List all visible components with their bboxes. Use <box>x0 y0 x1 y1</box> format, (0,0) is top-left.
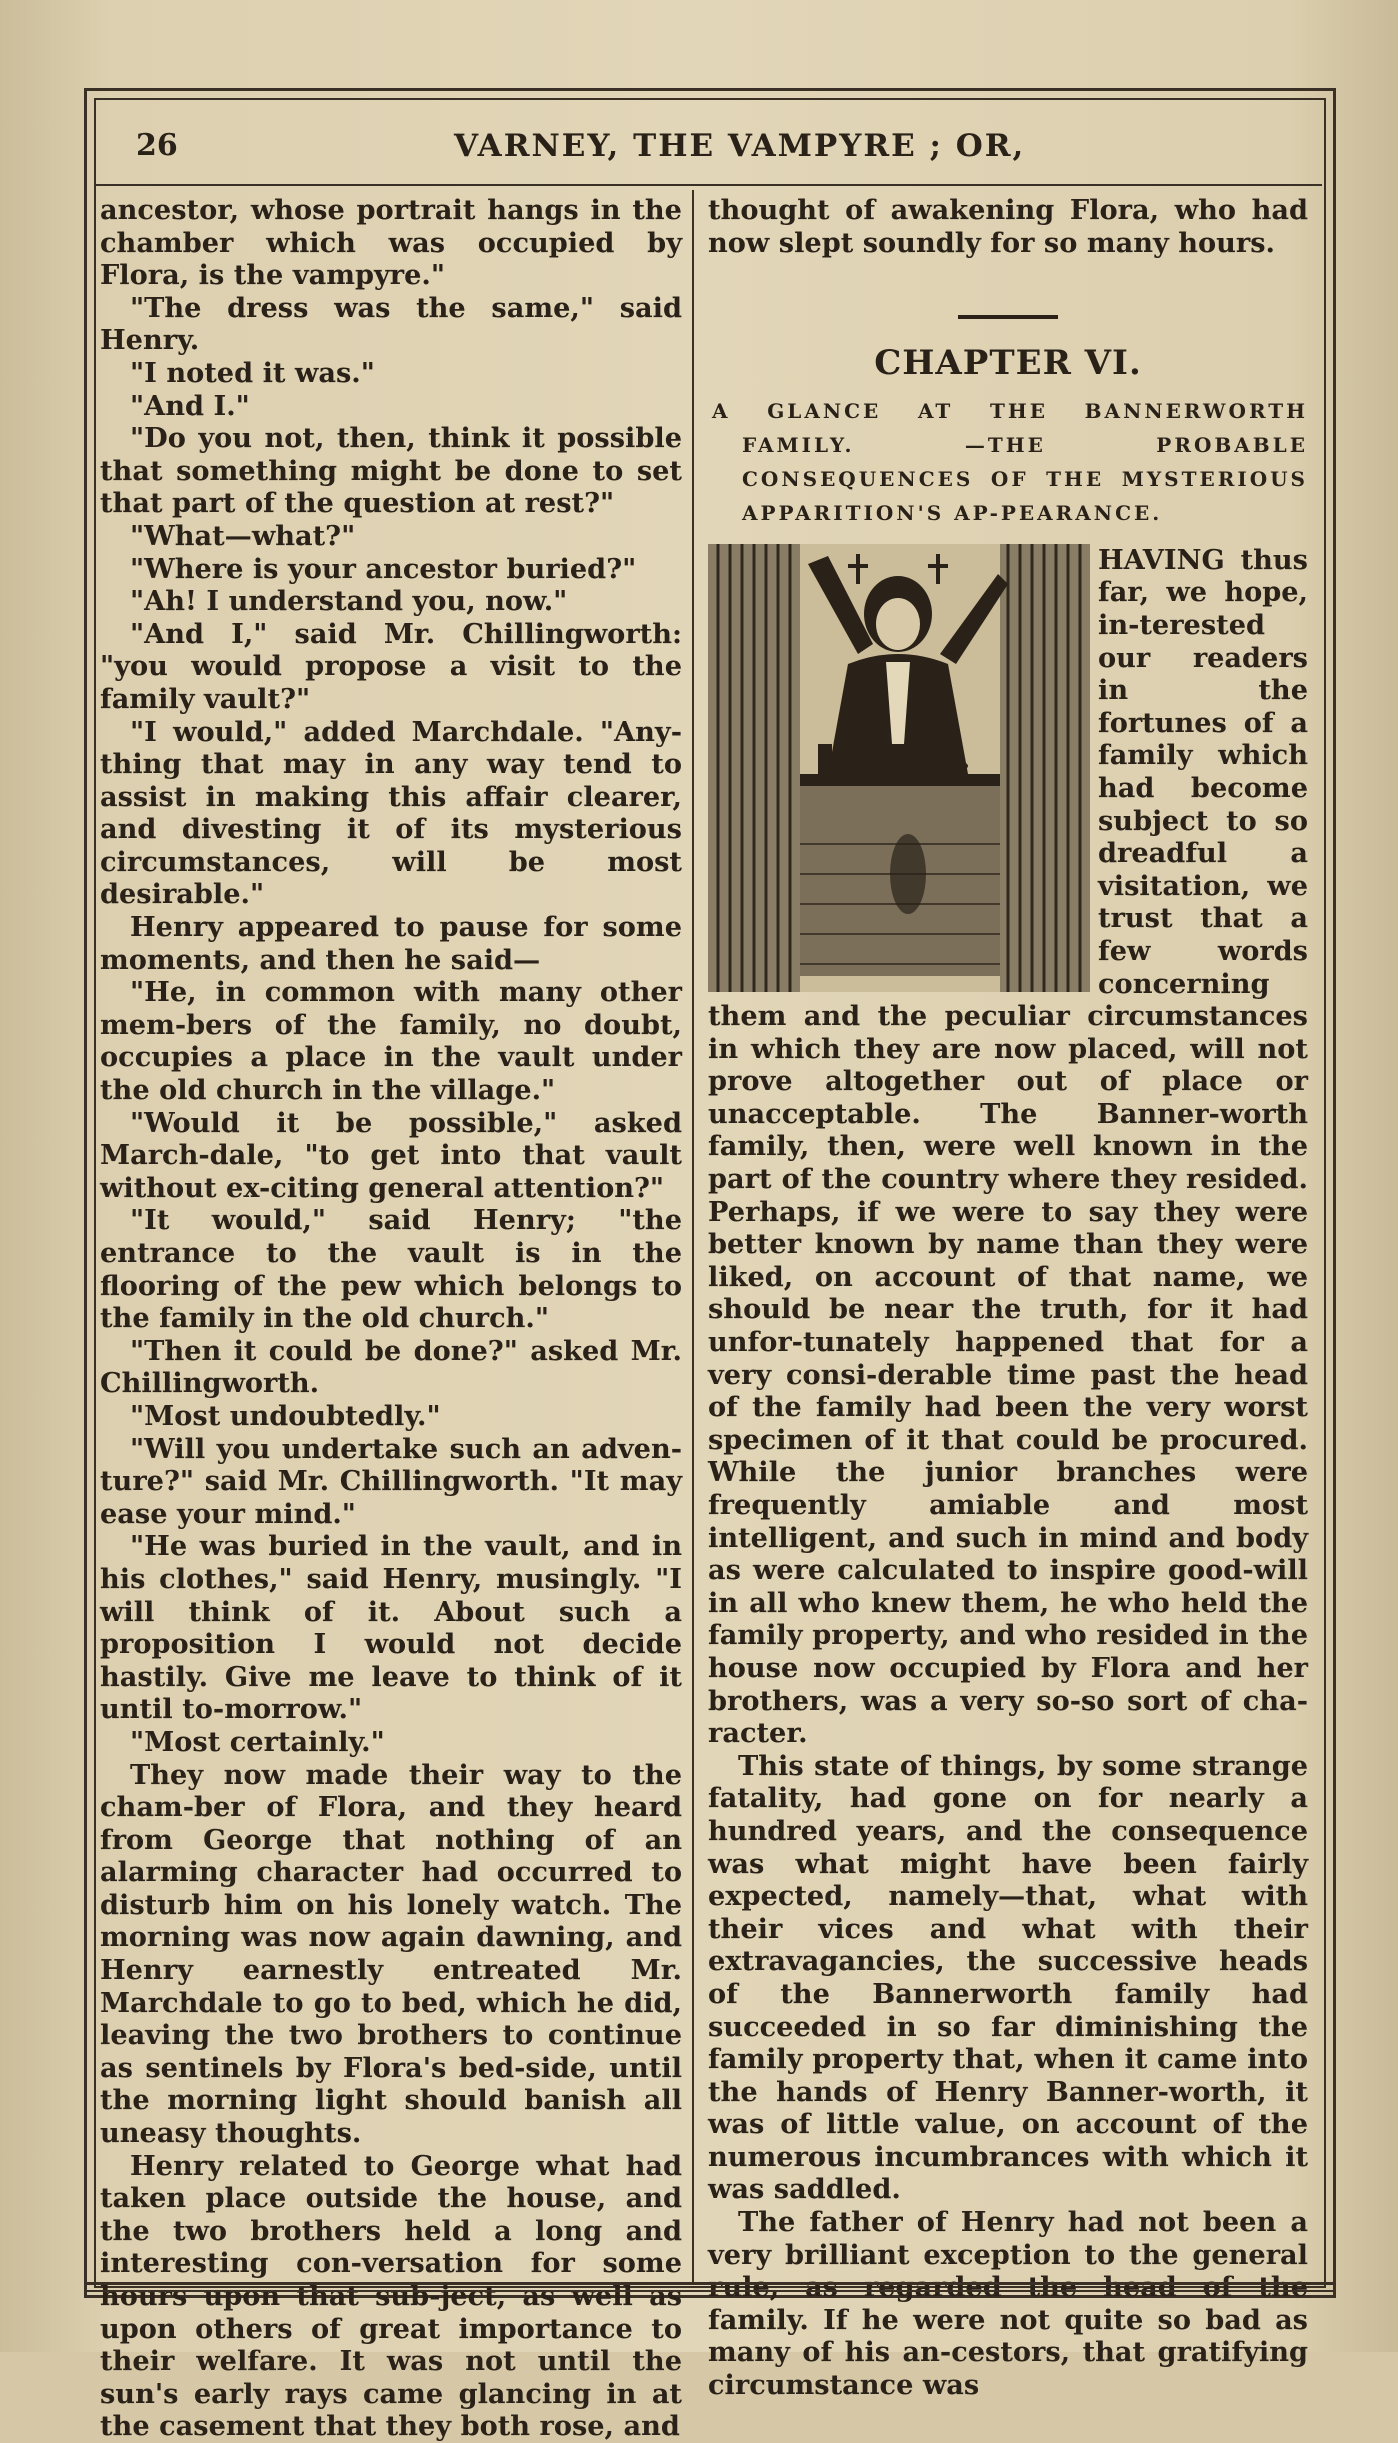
paragraph: "And I." <box>130 389 250 422</box>
chapter-opening-paragraph: HAVING thus far, we hope, in-terested our readers in the fortunes of a family which had become subject to so dreadful a visitation, we trust that a few words concerning them and the peculiar circumstances in which they are now placed, will not prove altogether out of place or unacceptable. The Banner-worth family, then, were well known in the part of the country where they resided. Perhaps, if we were to say they were better known by name than they were liked, on account of that name, we should be near the truth, for it had unfor-tunately happened that for a very consi-derable time past the head of the family had been the very worst specimen of it that could be procured. While the junior branches were frequently amiable and most intelligent, and such in mind and body as were calculated to inspire good-will in all who knew them, he who held the family property, and who resided in the house now occupied by Flora and her brothers, was a very so-so sort of cha-racter. <box>708 543 1308 1750</box>
paragraph: ancestor, whose portrait hangs in the chamber which was occupied by Flora, is the vampyre." <box>100 194 682 292</box>
paragraph: thought of awakening Flora, who had now slept soundly for so many hours. <box>708 194 1308 259</box>
paragraph: The father of Henry had not been a very brilliant exception to the general rule, as regarded the head of the family. If he were not quite so bad as many of his an-cestors, that gratifying circumstance was <box>708 2206 1308 2402</box>
paragraph: "What—what?" <box>130 519 356 552</box>
bottom-rule <box>84 2290 1336 2292</box>
left-column <box>100 194 682 2443</box>
paragraph: "I noted it was." <box>130 356 375 389</box>
page-number: 26 <box>136 128 178 163</box>
page-header <box>94 118 1326 178</box>
paragraph: "Then it could be done?" asked Mr. Chillingworth. <box>100 1334 682 1400</box>
paragraph: "Do you not, then, think it possible that something might be done to set that part of the question at rest?" <box>100 422 682 520</box>
paragraph: Henry related to George what had taken place outside the house, and the two brothers held a long and interesting con-versation for some hours upon that sub-ject, as well as upon others of great importance to their welfare. It was not until the sun's early rays came glancing in at the casement that they both rose, and <box>100 2149 682 2443</box>
paragraph: This state of things, by some strange fatality, had gone on for nearly a hundred years, and the consequence was what might have been fairly expected, namely—that, what with their vices and what with their extravagancies, the successive heads of the Bannerworth family had succeeded in so far diminishing the family property that, when it came into the hands of Henry Banner-worth, it was of little value, on account of the numerous incumbrances with which it was saddled. <box>708 1749 1308 2206</box>
chapter-synopsis: A GLANCE AT THE BANNERWORTH FAMILY. —THE PROBABLE CONSEQUENCES OF THE MYSTERIOUS APPARITION'S AP-PEARANCE. <box>712 398 1308 525</box>
chapter-rule <box>958 315 1058 319</box>
paragraph: "Will you undertake such an adven-ture?" said Mr. Chillingworth. "It may ease your mind." <box>100 1432 682 1530</box>
bottom-rule <box>84 2282 1336 2285</box>
paragraph: "Most undoubtedly." <box>130 1399 441 1432</box>
paragraph: "And I," said Mr. Chillingworth: "you would propose a visit to the family vault?" <box>100 617 682 715</box>
paragraph: They now made their way to the cham-ber of Flora, and they heard from George that nothing of an alarming character had occurred to disturb him on his lonely watch. The morning was now again dawning, and Henry earnestly entreated Mr. Marchdale to go to bed, which he did, leaving the two brothers to continue as sentinels by Flora's bed-side, until the morning light should banish all uneasy thoughts. <box>100 1758 682 2150</box>
paragraph: "He, in common with many other mem-bers of the family, no doubt, occupies a place in the vault under the old church in the village." <box>100 976 682 1107</box>
paragraph: "He was buried in the vault, and in his clothes," said Henry, musingly. "I will think of it. About such a proposition I would not decide hastily. Give me leave to think of it until to-morrow." <box>100 1530 682 1726</box>
paragraph: Henry appeared to pause for some moments, and then he said— <box>100 911 682 976</box>
paragraph: "I would," added Marchdale. "Any-thing that may in any way tend to assist in making this affair clearer, and divesting it of its mysterious circumstances, will be most desirable." <box>100 715 682 911</box>
paragraph: "Most certainly." <box>130 1725 385 1758</box>
paragraph: "It would," said Henry; "the entrance to the vault is in the flooring of the pew which belongs to the family in the old church." <box>100 1204 682 1335</box>
paragraph: "Would it be possible," asked March-dale, "to get into that vault without ex-citing general attention?" <box>100 1106 682 1204</box>
paragraph: "Where is your ancestor buried?" <box>130 552 637 585</box>
paragraph: "Ah! I understand you, now." <box>130 585 568 618</box>
header-rule <box>96 184 1322 186</box>
chapter-title: CHAPTER VI. <box>874 343 1142 384</box>
column-divider <box>692 190 694 2282</box>
woodcut-illustration <box>708 544 1090 992</box>
running-title: VARNEY, THE VAMPYRE ; OR, <box>454 128 1026 164</box>
paragraph: "The dress was the same," said Henry. <box>100 291 682 357</box>
woodcut-image <box>708 544 1090 992</box>
right-column <box>708 194 1308 2402</box>
